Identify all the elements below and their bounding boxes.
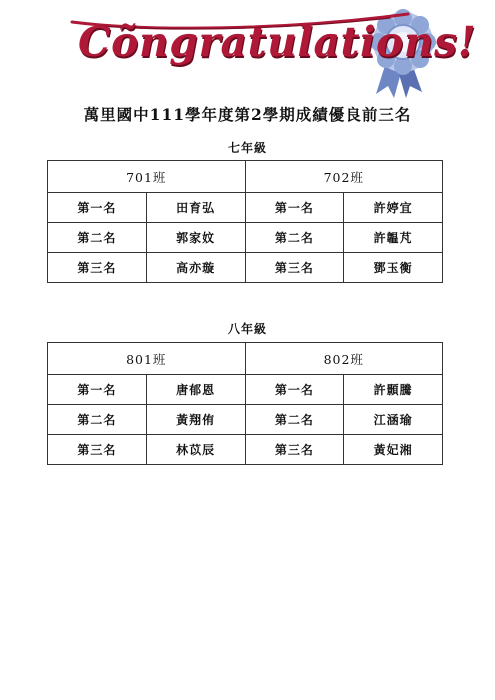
banner-text: Cõngratulations!: [78, 18, 477, 66]
rank-label: 第二名: [245, 405, 344, 435]
rank-label: 第三名: [48, 253, 147, 283]
rank-label: 第三名: [48, 435, 147, 465]
rank-label: 第二名: [245, 223, 344, 253]
table-row: [48, 435, 443, 465]
student-name: 鄧玉衡: [344, 253, 443, 283]
student-name: 唐郁恩: [146, 375, 245, 405]
rank-label: 第二名: [48, 405, 147, 435]
table-row: [48, 223, 443, 253]
rank-label: 第一名: [245, 193, 344, 223]
grade-7-table: [47, 160, 443, 283]
student-name: 田育弘: [146, 193, 245, 223]
table-header-row: [48, 343, 443, 375]
student-name: 黃翔侑: [146, 405, 245, 435]
student-name: 高亦璇: [146, 253, 245, 283]
class-name: 702班: [245, 161, 443, 193]
student-name: 江涵瑜: [344, 405, 443, 435]
grade-8-table: [47, 342, 443, 465]
rank-label: 第一名: [48, 375, 147, 405]
class-name: 701班: [48, 161, 246, 193]
student-name: 許婷宜: [344, 193, 443, 223]
rank-label: 第三名: [245, 253, 344, 283]
grade-heading-7: 七年級: [227, 141, 267, 155]
page-title: 萬里國中111學年度第2學期成績優良前三名: [83, 105, 412, 124]
grade-heading-8: 八年級: [227, 322, 267, 336]
rank-label: 第一名: [245, 375, 344, 405]
congratulations-banner: [70, 8, 477, 98]
table-row: [48, 193, 443, 223]
class-name: 802班: [245, 343, 443, 375]
table-row: [48, 253, 443, 283]
student-name: 許韞芃: [344, 223, 443, 253]
student-name: 郭家妏: [146, 223, 245, 253]
table-row: [48, 375, 443, 405]
table-header-row: [48, 161, 443, 193]
rank-label: 第三名: [245, 435, 344, 465]
student-name: 林苡辰: [146, 435, 245, 465]
rank-label: 第二名: [48, 223, 147, 253]
class-name: 801班: [48, 343, 246, 375]
student-name: 許顥騰: [344, 375, 443, 405]
rank-label: 第一名: [48, 193, 147, 223]
table-row: [48, 405, 443, 435]
student-name: 黃妃湘: [344, 435, 443, 465]
